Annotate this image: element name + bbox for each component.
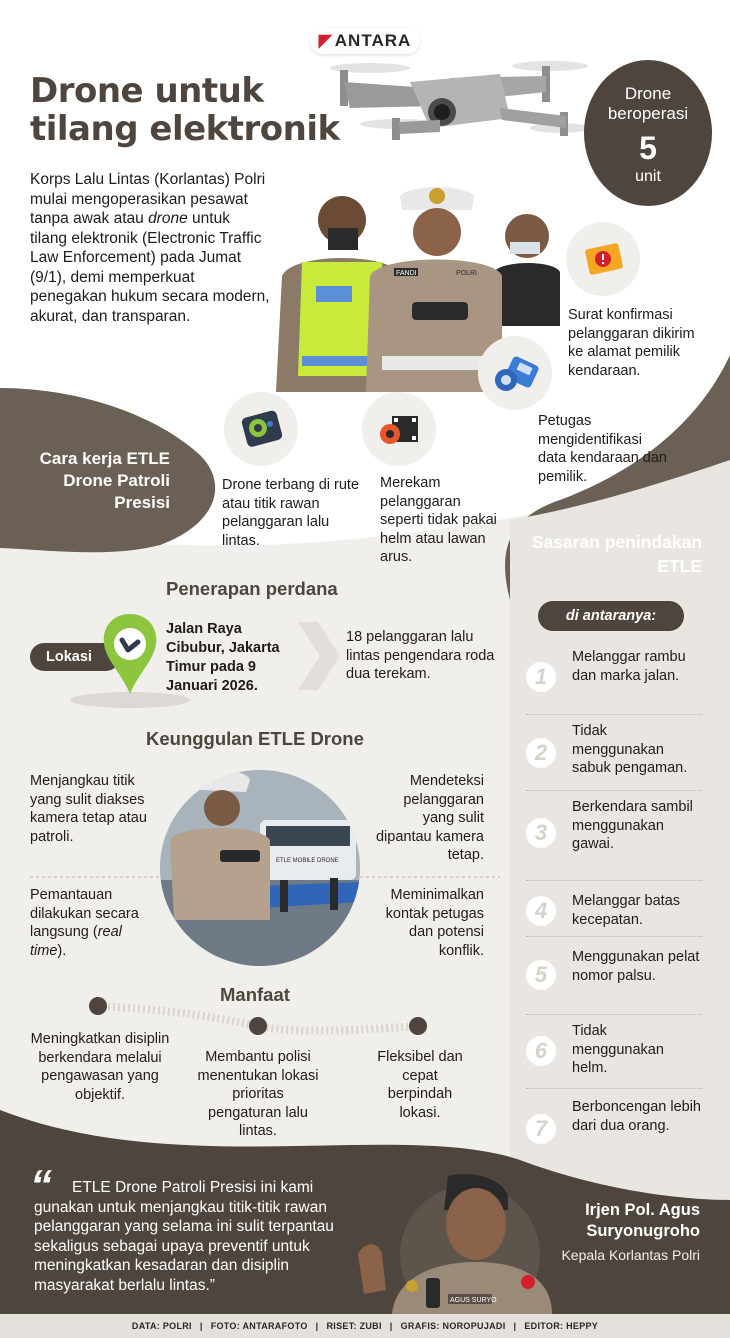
speaker-badge: AGUS SURYO bbox=[450, 1297, 497, 1304]
drone-count-label: Drone beroperasi bbox=[607, 84, 689, 123]
target-number: 6 bbox=[526, 1036, 556, 1066]
credit-editor: EDITOR: HEPPY bbox=[524, 1321, 599, 1331]
alert-mail-icon bbox=[579, 236, 627, 282]
quote-text bbox=[34, 1178, 364, 1295]
target-number: 1 bbox=[526, 662, 556, 692]
target-item bbox=[526, 890, 702, 937]
credit-separator: | bbox=[513, 1321, 517, 1331]
map-pin-icon bbox=[238, 406, 284, 452]
advantage-right-bottom: Meminimalkan kontak petugas dan potensi konflik. bbox=[385, 887, 484, 959]
drone-count-value: 5 bbox=[639, 130, 657, 166]
how-it-works-heading: Cara kerja ETLE Drone Patroli Presisi bbox=[39, 449, 170, 512]
target-item bbox=[526, 798, 702, 881]
deployment-result: 18 pelanggaran lalu lintas pengendara roda dua terekam. bbox=[346, 629, 495, 682]
advantage-left-bottom-italic: real time bbox=[30, 924, 122, 959]
step-2-text: Merekam pelanggaran seperti tidak pakai helm atau lawan arus. bbox=[380, 475, 497, 565]
target-item bbox=[526, 948, 702, 1015]
credit-data: DATA: POLRI bbox=[131, 1321, 192, 1331]
location-pin-icon bbox=[100, 612, 160, 696]
advantage-left-bottom-text-a: Pemantauan dilakukan secara langsung ( bbox=[30, 887, 139, 940]
credit-separator: | bbox=[389, 1321, 393, 1331]
location-label: Lokasi bbox=[30, 643, 120, 671]
benefit-dot-1 bbox=[89, 997, 107, 1015]
target-item bbox=[526, 1098, 702, 1160]
target-text: Tidak menggunakan helm. bbox=[572, 1023, 664, 1076]
step-1-icon-circle bbox=[224, 392, 298, 466]
officer-with-drone-photo bbox=[160, 770, 360, 966]
title-line-1: Drone untuk bbox=[30, 71, 264, 111]
advantage-left-bottom bbox=[30, 886, 160, 960]
benefit-item-3: Fleksibel dan cepat berpindah lokasi. bbox=[377, 1049, 463, 1121]
title-line-2: tilang elektronik bbox=[30, 109, 340, 149]
step-3-icon-circle bbox=[478, 336, 552, 410]
target-text: Melanggar batas kecepatan. bbox=[572, 893, 681, 928]
step-3-text: Petugas mengidentifikasi data kendaraan dan pemilik. bbox=[538, 413, 667, 485]
car-text: ETLE MOBILE DRONE bbox=[276, 858, 339, 864]
quote-mark-icon: “ bbox=[30, 1161, 52, 1210]
officer-vest-label: POLRI bbox=[456, 270, 478, 277]
officer-nameplate: FANDI bbox=[396, 270, 417, 277]
intro-text-2: untuk tilang elektronik (Electronic Traffic Law Enforcement) pada Jumat (9/1), demi memperkuat penegakan hukum secara modern, akurat, dan transparan. bbox=[30, 210, 270, 325]
benefit-dot-2 bbox=[249, 1017, 267, 1035]
benefits-heading: Manfaat bbox=[220, 984, 290, 1005]
logo-text: ANTARA bbox=[334, 31, 412, 50]
target-number: 5 bbox=[526, 960, 556, 990]
drone-count-unit: unit bbox=[635, 168, 661, 185]
credit-foto: FOTO: ANTARAFOTO bbox=[210, 1321, 308, 1331]
credit-grafis: GRAFIS: NOROPUJADI bbox=[400, 1321, 506, 1331]
target-text: Melanggar rambu dan marka jalan. bbox=[572, 649, 686, 684]
benefit-dot-3 bbox=[409, 1017, 427, 1035]
deployment-location: Jalan Raya Cibubur, Jakarta Timur pada 9 Januari 2026. bbox=[166, 621, 280, 694]
target-number: 2 bbox=[526, 738, 556, 768]
credit-separator: | bbox=[199, 1321, 203, 1331]
advantages-heading: Keunggulan ETLE Drone bbox=[146, 728, 364, 749]
drone-icon bbox=[330, 48, 590, 148]
antara-logo: ◤ ANTARA bbox=[310, 28, 420, 54]
advantage-right-top: Mendeteksi pelanggaran yang sulit dipantau kamera tetap. bbox=[375, 773, 484, 863]
target-text: Menggunakan pelat nomor palsu. bbox=[572, 949, 700, 984]
quote-body: ETLE Drone Patroli Presisi ini kami gunakan untuk menjangkau titik-titik rawan pelanggaran yang selama ini sulit terpantau sekaligus sebagai upaya preventif untuk meningkatkan kesadaran dan disiplin masyarakat berlalu lintas.” bbox=[34, 1179, 334, 1294]
target-number: 4 bbox=[526, 896, 556, 926]
speaker-info bbox=[540, 1200, 700, 1264]
target-item bbox=[526, 1022, 702, 1089]
benefit-item-1: Meningkatkan disiplin berkendara melalui pengawasan yang objektif. bbox=[30, 1031, 170, 1103]
advantage-left-top: Menjangkau titik yang sulit diakses kamera tetap atau patroli. bbox=[30, 773, 147, 845]
step-4-icon-circle bbox=[566, 222, 640, 296]
step-4-text: Surat konfirmasi pelanggaran dikirim ke alamat pemilik kendaraan. bbox=[568, 307, 695, 379]
advantage-left-bottom-text-b: ). bbox=[57, 942, 67, 959]
first-deployment-heading: Penerapan perdana bbox=[166, 578, 338, 599]
speaker-name: Irjen Pol. Agus Suryonugroho bbox=[585, 1201, 700, 1240]
vehicle-scan-icon bbox=[490, 350, 540, 396]
targets-subheading: di antaranya: bbox=[538, 601, 684, 631]
credits-footer bbox=[0, 1314, 730, 1338]
target-item bbox=[526, 722, 702, 791]
intro-text-1: Korps Lalu Lintas (Korlantas) Polri mulai mengoperasikan pesawat tanpa awak atau bbox=[30, 171, 266, 227]
page-title bbox=[30, 72, 340, 148]
speaker-portrait bbox=[352, 1166, 552, 1314]
drone-count-badge bbox=[584, 60, 712, 206]
intro-italic: drone bbox=[148, 210, 188, 227]
speaker-role: Kepala Korlantas Polri bbox=[561, 1247, 700, 1263]
target-text: Berkendara sambil menggunakan gawai. bbox=[572, 799, 693, 852]
target-text: Berboncengan lebih dari dua orang. bbox=[572, 1099, 701, 1134]
step-2-icon-circle bbox=[362, 392, 436, 466]
credit-separator: | bbox=[315, 1321, 319, 1331]
step-1-text: Drone terbang di rute atau titik rawan pelanggaran lalu lintas. bbox=[222, 477, 360, 549]
record-camera-icon bbox=[374, 406, 424, 452]
intro-paragraph bbox=[30, 170, 270, 326]
target-number: 3 bbox=[526, 818, 556, 848]
target-item bbox=[526, 646, 702, 715]
targets-heading: Sasaran penindakan ETLE bbox=[531, 532, 702, 576]
benefit-item-2: Membantu polisi menentukan lokasi prioritas pengaturan lalu lintas. bbox=[197, 1049, 319, 1139]
target-text: Tidak menggunakan sabuk pengaman. bbox=[572, 723, 688, 776]
target-number: 7 bbox=[526, 1114, 556, 1144]
credit-riset: RISET: ZUBI bbox=[326, 1321, 382, 1331]
officer-drone-scene bbox=[160, 770, 360, 966]
